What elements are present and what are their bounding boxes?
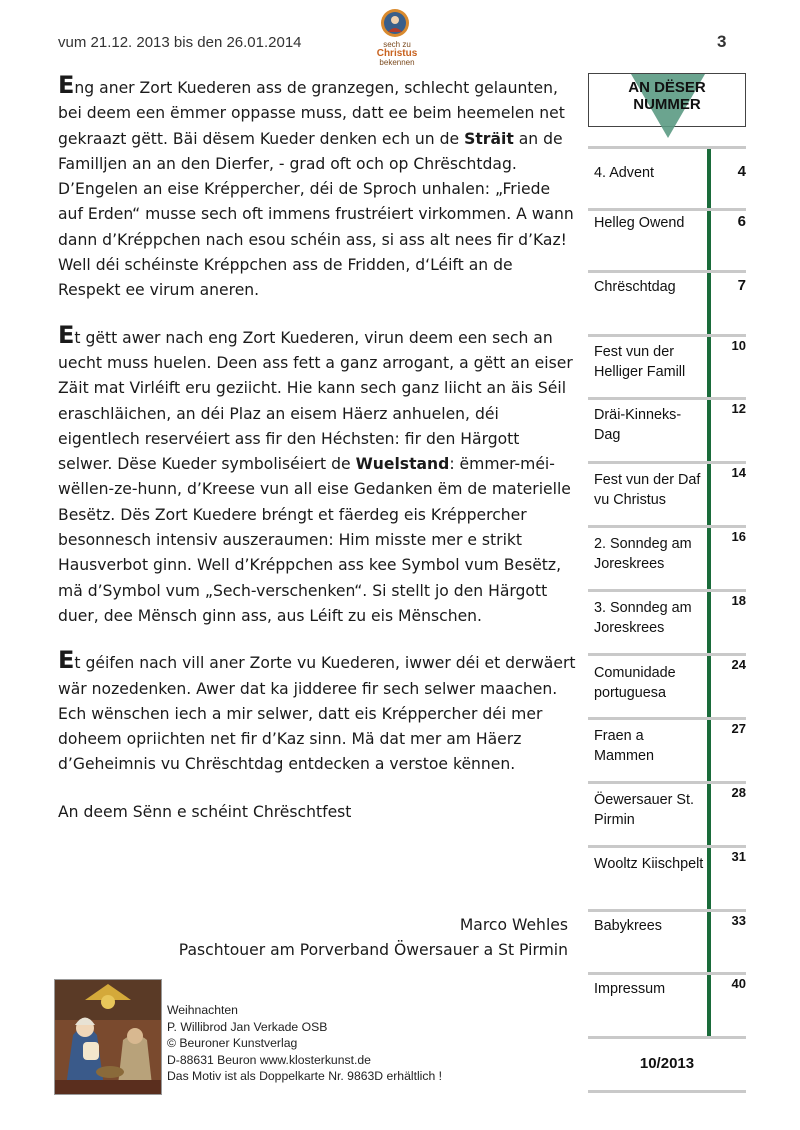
author-role: Paschtouer am Porverband Öwersauer a St Pirmin bbox=[178, 941, 568, 959]
article-body bbox=[58, 71, 578, 847]
toc-item-page: 12 bbox=[731, 401, 746, 416]
credit-title: Weihnachten bbox=[167, 1003, 238, 1017]
toc-item-label[interactable]: Chrëschtdag bbox=[594, 279, 676, 295]
toc-item-label[interactable]: Babykrees bbox=[594, 918, 662, 934]
toc-vertical-line bbox=[707, 148, 711, 1036]
toc-separator bbox=[588, 270, 746, 273]
nativity-image bbox=[54, 979, 162, 1095]
toc-item-label[interactable]: Fraen a Mammen bbox=[594, 728, 654, 764]
toc-item-page: 31 bbox=[731, 849, 746, 864]
credit-artist: P. Willibrod Jan Verkade OSB bbox=[167, 1019, 328, 1034]
nativity-illustration bbox=[55, 980, 161, 1094]
toc-item-label[interactable]: Dräi-Kinneks-Dag bbox=[594, 407, 682, 443]
credit-address: D-88631 Beuron www.klosterkunst.de bbox=[167, 1052, 371, 1067]
toc-item-label[interactable]: 2. Sonndeg am Joreskrees bbox=[594, 536, 692, 572]
drop-cap: E bbox=[58, 71, 75, 99]
logo-text bbox=[364, 40, 430, 67]
toc-separator bbox=[588, 717, 746, 720]
toc-title-line-2: NUMMER bbox=[633, 96, 701, 113]
toc-item-page: 16 bbox=[731, 529, 746, 544]
toc-item-page: 28 bbox=[731, 785, 746, 800]
toc-separator bbox=[588, 1036, 746, 1039]
signature bbox=[179, 913, 568, 963]
toc-title bbox=[588, 79, 746, 113]
toc-item-page: 4 bbox=[737, 163, 746, 180]
toc-item-label[interactable]: Wooltz Kiischpelt bbox=[594, 856, 704, 872]
toc-separator bbox=[588, 845, 746, 848]
toc-item-page: 40 bbox=[731, 976, 746, 991]
toc-separator bbox=[588, 334, 746, 337]
toc-item-page: 27 bbox=[731, 721, 746, 736]
toc-item-label[interactable]: Impressum bbox=[594, 981, 666, 997]
credit-copyright: © Beuroner Kunstverlag bbox=[167, 1036, 298, 1051]
toc-item-label[interactable]: 4. Advent bbox=[594, 165, 655, 181]
toc-separator bbox=[588, 589, 746, 592]
toc-item-page: 33 bbox=[731, 913, 746, 928]
toc-separator bbox=[588, 397, 746, 400]
drop-cap: E bbox=[58, 646, 75, 675]
drop-cap: E bbox=[58, 320, 75, 349]
toc-item-label[interactable]: 3. Sonndeg am Joreskrees bbox=[594, 600, 692, 636]
toc-separator bbox=[588, 525, 746, 528]
toc-item-page: 14 bbox=[731, 465, 746, 480]
header-date-range: vum 21.12. 2013 bis den 26.01.2014 bbox=[58, 34, 302, 51]
toc-title-line-1: AN DËSER bbox=[628, 79, 706, 96]
logo-line-3: bekennen bbox=[379, 58, 415, 67]
toc-item-page: 7 bbox=[737, 277, 746, 294]
paragraph-1-text-b: an de Familljen an an den Dierfer, - grad oft och op Chrëschtdag. D’Engelen an eise Kréppercher, déi de Sproch unhalen: „Friede auf Erden“ musse sech oft immens frustréiert virkommen. A wann dann d’Kréppchen nach esou schéin ass, si ass alt nees fir d’Kaz! Well déi schéinste Kréppchen ass de Fridden, d‘Léift an de Respekt ee virum aneren. bbox=[58, 129, 574, 300]
paragraph-1-bold: Sträit bbox=[464, 129, 514, 148]
image-credit bbox=[167, 1002, 442, 1085]
toc-separator bbox=[588, 208, 746, 211]
paragraph-2 bbox=[58, 320, 578, 630]
toc-item-label[interactable]: Comunidade portuguesa bbox=[594, 665, 676, 701]
toc-item-page: 18 bbox=[731, 593, 746, 608]
logo-line-1: sech zu bbox=[383, 40, 411, 49]
paragraph-3 bbox=[58, 646, 578, 777]
toc-separator bbox=[588, 781, 746, 784]
toc-item-page: 6 bbox=[737, 213, 746, 230]
paragraph-1-text-a: ng aner Zort Kuederen ass de granzegen, schlecht gelaunten, bei deem een ëmmer oppasse muss, datt ee beim heemelen net gekraazt gëtt. Bäi dësem Kueder denken ech un de bbox=[58, 79, 565, 148]
closing-line: An deem Sënn e schéint Chrëschtfest bbox=[58, 802, 352, 821]
toc-item-page: 24 bbox=[731, 657, 746, 672]
paragraph-2-bold: Wuelstand bbox=[355, 455, 450, 474]
logo-line-2: Christus bbox=[376, 48, 418, 59]
credit-note: Das Motiv ist als Doppelkarte Nr. 9863D erhältlich ! bbox=[167, 1069, 443, 1084]
paragraph-1 bbox=[58, 71, 578, 304]
toc-separator bbox=[588, 972, 746, 975]
toc-separator bbox=[588, 146, 746, 149]
toc-separator bbox=[588, 1090, 746, 1093]
issue-number: 10/2013 bbox=[639, 1055, 695, 1072]
toc-item-label[interactable]: Fest vun der Daf vu Christus bbox=[594, 472, 701, 508]
toc-separator bbox=[588, 653, 746, 656]
page-number: 3 bbox=[717, 32, 727, 51]
paragraph-3-text: t géifen nach vill aner Zorte vu Kuederen, iwwer déi et derwäert wär nozedenken. Awer dat ka jidderee fir sech selwer maachen. Ech wënschen iech a mir selwer, datt eis Kréppercher déi mer doheem opriichten net fir d’Kaz sinn. Mä dat mer am Häerz d’Geheimnis vu Chrëschtdag entdecken a verstoe kënnen. bbox=[58, 654, 576, 774]
toc-separator bbox=[588, 461, 746, 464]
toc-separator bbox=[588, 909, 746, 912]
toc-item-label[interactable]: Öewersauer St. Pirmin bbox=[594, 792, 694, 828]
paragraph-2-text-a: t gëtt awer nach eng Zort Kuederen, virun deem een sech an uecht muss huelen. Deen ass fett a ganz arrogant, a gëtt an eiser Zäit mat Virléift eru geziicht. Hie kann sech ganz liicht an äis Séil eraschläichen, an déi Plaz an eisem Häerz anhuelen, déi eigentlech reservéiert ass fir den Héchsten: fir den Härgott selwer. Dëse Kueder symboliséiert de bbox=[58, 328, 573, 474]
paragraph-2-text-b: : ëmmer-méi-wëllen-ze-hunn, d’Kreese vun all eise Gedanken ëm de materielle Besëtz. Dës Zort Kuedere bréngt et fäerdeg eis Kréppercher besonnesch intensiv auszeraumen: Him misste mer e strikt Hausverbot ginn. Well d’Kréppchen ass kee Symbol vum Besëtz, mä d’Symbol vum „Sech-verschenken“. Si stellt jo den Härgott duer, dee Mënsch ginn ass, aus Léift zu eis Mënschen. bbox=[58, 455, 571, 625]
toc-item-label[interactable]: Helleg Owend bbox=[594, 215, 685, 231]
toc-item-label[interactable]: Fest vun der Helliger Famill bbox=[594, 344, 686, 380]
toc-item-page: 10 bbox=[731, 338, 746, 353]
author-name: Marco Wehles bbox=[459, 916, 568, 934]
